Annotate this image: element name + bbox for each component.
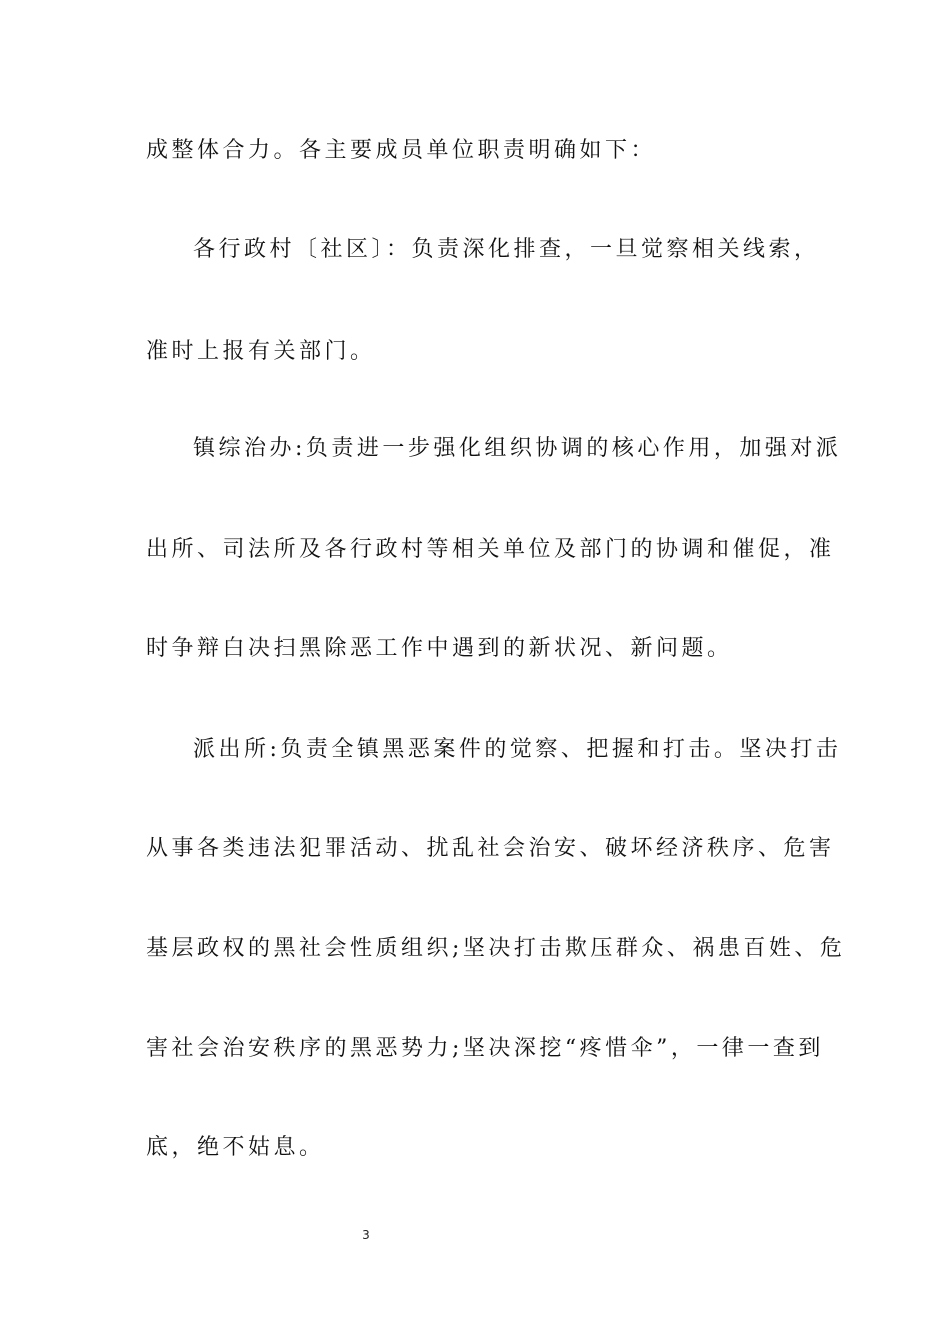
text-line: 从事各类违法犯罪活动、扰乱社会治安、破坏经济秩序、危害 bbox=[146, 836, 835, 861]
text-line: 基层政权的黑社会性质组织;坚决打击欺压群众、祸患百姓、危 bbox=[146, 936, 846, 961]
text-line: 底，绝不姑息。 bbox=[146, 1135, 325, 1160]
text-line: 成整体合力。各主要成员单位职责明确如下： bbox=[146, 138, 657, 163]
page-number: 3 bbox=[362, 1228, 370, 1242]
paragraph-start: 派出所:负责全镇黑恶案件的觉察、把握和打击。坚决打击 bbox=[193, 737, 842, 762]
text-line: 出所、司法所及各行政村等相关单位及部门的协调和催促，准 bbox=[146, 537, 835, 562]
text-line: 准时上报有关部门。 bbox=[146, 339, 376, 364]
paragraph-start: 镇综治办:负责进一步强化组织协调的核心作用，加强对派 bbox=[193, 436, 842, 461]
text-line: 时争辩白决扫黑除恶工作中遇到的新状况、新问题。 bbox=[146, 636, 733, 661]
paragraph-start: 各行政村〔社区〕：负责深化排查，一旦觉察相关线索， bbox=[193, 237, 820, 262]
text-line: 害社会治安秩序的黑恶势力;坚决深挖“疼惜伞”，一律一查到 bbox=[146, 1036, 824, 1061]
